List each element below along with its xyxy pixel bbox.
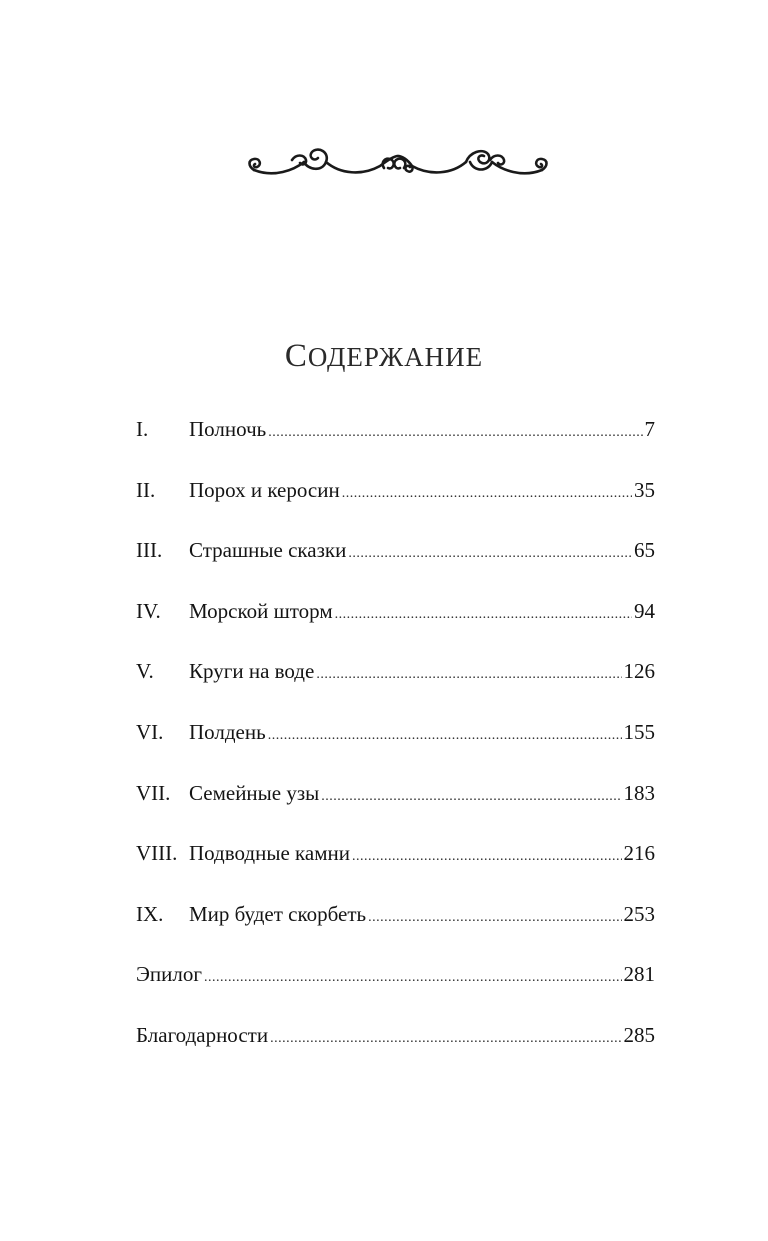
dot-leader (268, 413, 642, 453)
chapter-title: Эпилог (136, 962, 202, 987)
dot-leader (268, 716, 622, 756)
chapter-title: Порох и керосин (189, 477, 340, 502)
page-number: 281 (623, 962, 655, 987)
page-number: 126 (623, 659, 655, 684)
toc-entry[interactable] (136, 894, 655, 955)
dot-leader (335, 595, 632, 635)
page-number: 7 (644, 417, 655, 441)
dot-leader (342, 474, 632, 514)
chapter-title: Круги на воде (189, 659, 315, 684)
dot-leader (321, 777, 621, 817)
toc-entry[interactable] (136, 833, 655, 894)
chapter-number: VIII. (136, 841, 178, 866)
decorative-flourish-icon (244, 140, 552, 182)
page-number: 155 (623, 719, 655, 744)
dot-leader (368, 898, 621, 938)
title-rest: ОДЕРЖАНИЕ (307, 342, 484, 372)
dot-leader (204, 958, 622, 998)
chapter-number: VII. (136, 780, 171, 805)
table-of-contents (136, 409, 655, 1076)
title-first-letter: С (284, 338, 308, 374)
page-number: 253 (623, 901, 655, 926)
chapter-number: II. (136, 477, 156, 502)
chapter-title: Страшные сказки (189, 538, 347, 563)
toc-entry[interactable] (136, 409, 655, 470)
chapter-number: V. (136, 659, 154, 684)
chapter-number: III. (136, 538, 163, 563)
page-number: 35 (634, 477, 655, 502)
page-number: 94 (634, 598, 655, 623)
page-number: 183 (623, 780, 655, 805)
toc-entry[interactable] (136, 591, 655, 652)
page-number: 216 (623, 841, 655, 866)
dot-leader (348, 534, 632, 574)
chapter-title: Подводные камни (189, 841, 350, 866)
page-number: 285 (623, 1022, 655, 1047)
chapter-number: I. (136, 417, 149, 441)
page-number: 65 (634, 538, 655, 563)
dot-leader (316, 655, 621, 695)
dot-leader (270, 1019, 621, 1059)
chapter-title: Полдень (189, 719, 266, 744)
chapter-title: Мир будет скорбеть (189, 901, 367, 926)
toc-entry-acknowledgements[interactable] (136, 1015, 655, 1076)
toc-entry[interactable] (136, 651, 655, 712)
chapter-title: Семейные узы (189, 780, 320, 805)
chapter-number: IX. (136, 901, 164, 926)
chapter-number: VI. (136, 719, 164, 744)
toc-entry-epilogue[interactable] (136, 954, 655, 1015)
toc-entry[interactable] (136, 530, 655, 591)
chapter-title: Благодарности (136, 1022, 269, 1047)
toc-entry[interactable] (136, 470, 655, 531)
chapter-title: Морской шторм (189, 598, 333, 623)
chapter-title: Полночь (189, 417, 267, 441)
page-title (0, 338, 768, 375)
toc-entry[interactable] (136, 773, 655, 834)
dot-leader (352, 837, 622, 877)
toc-entry[interactable] (136, 712, 655, 773)
chapter-number: IV. (136, 598, 161, 623)
